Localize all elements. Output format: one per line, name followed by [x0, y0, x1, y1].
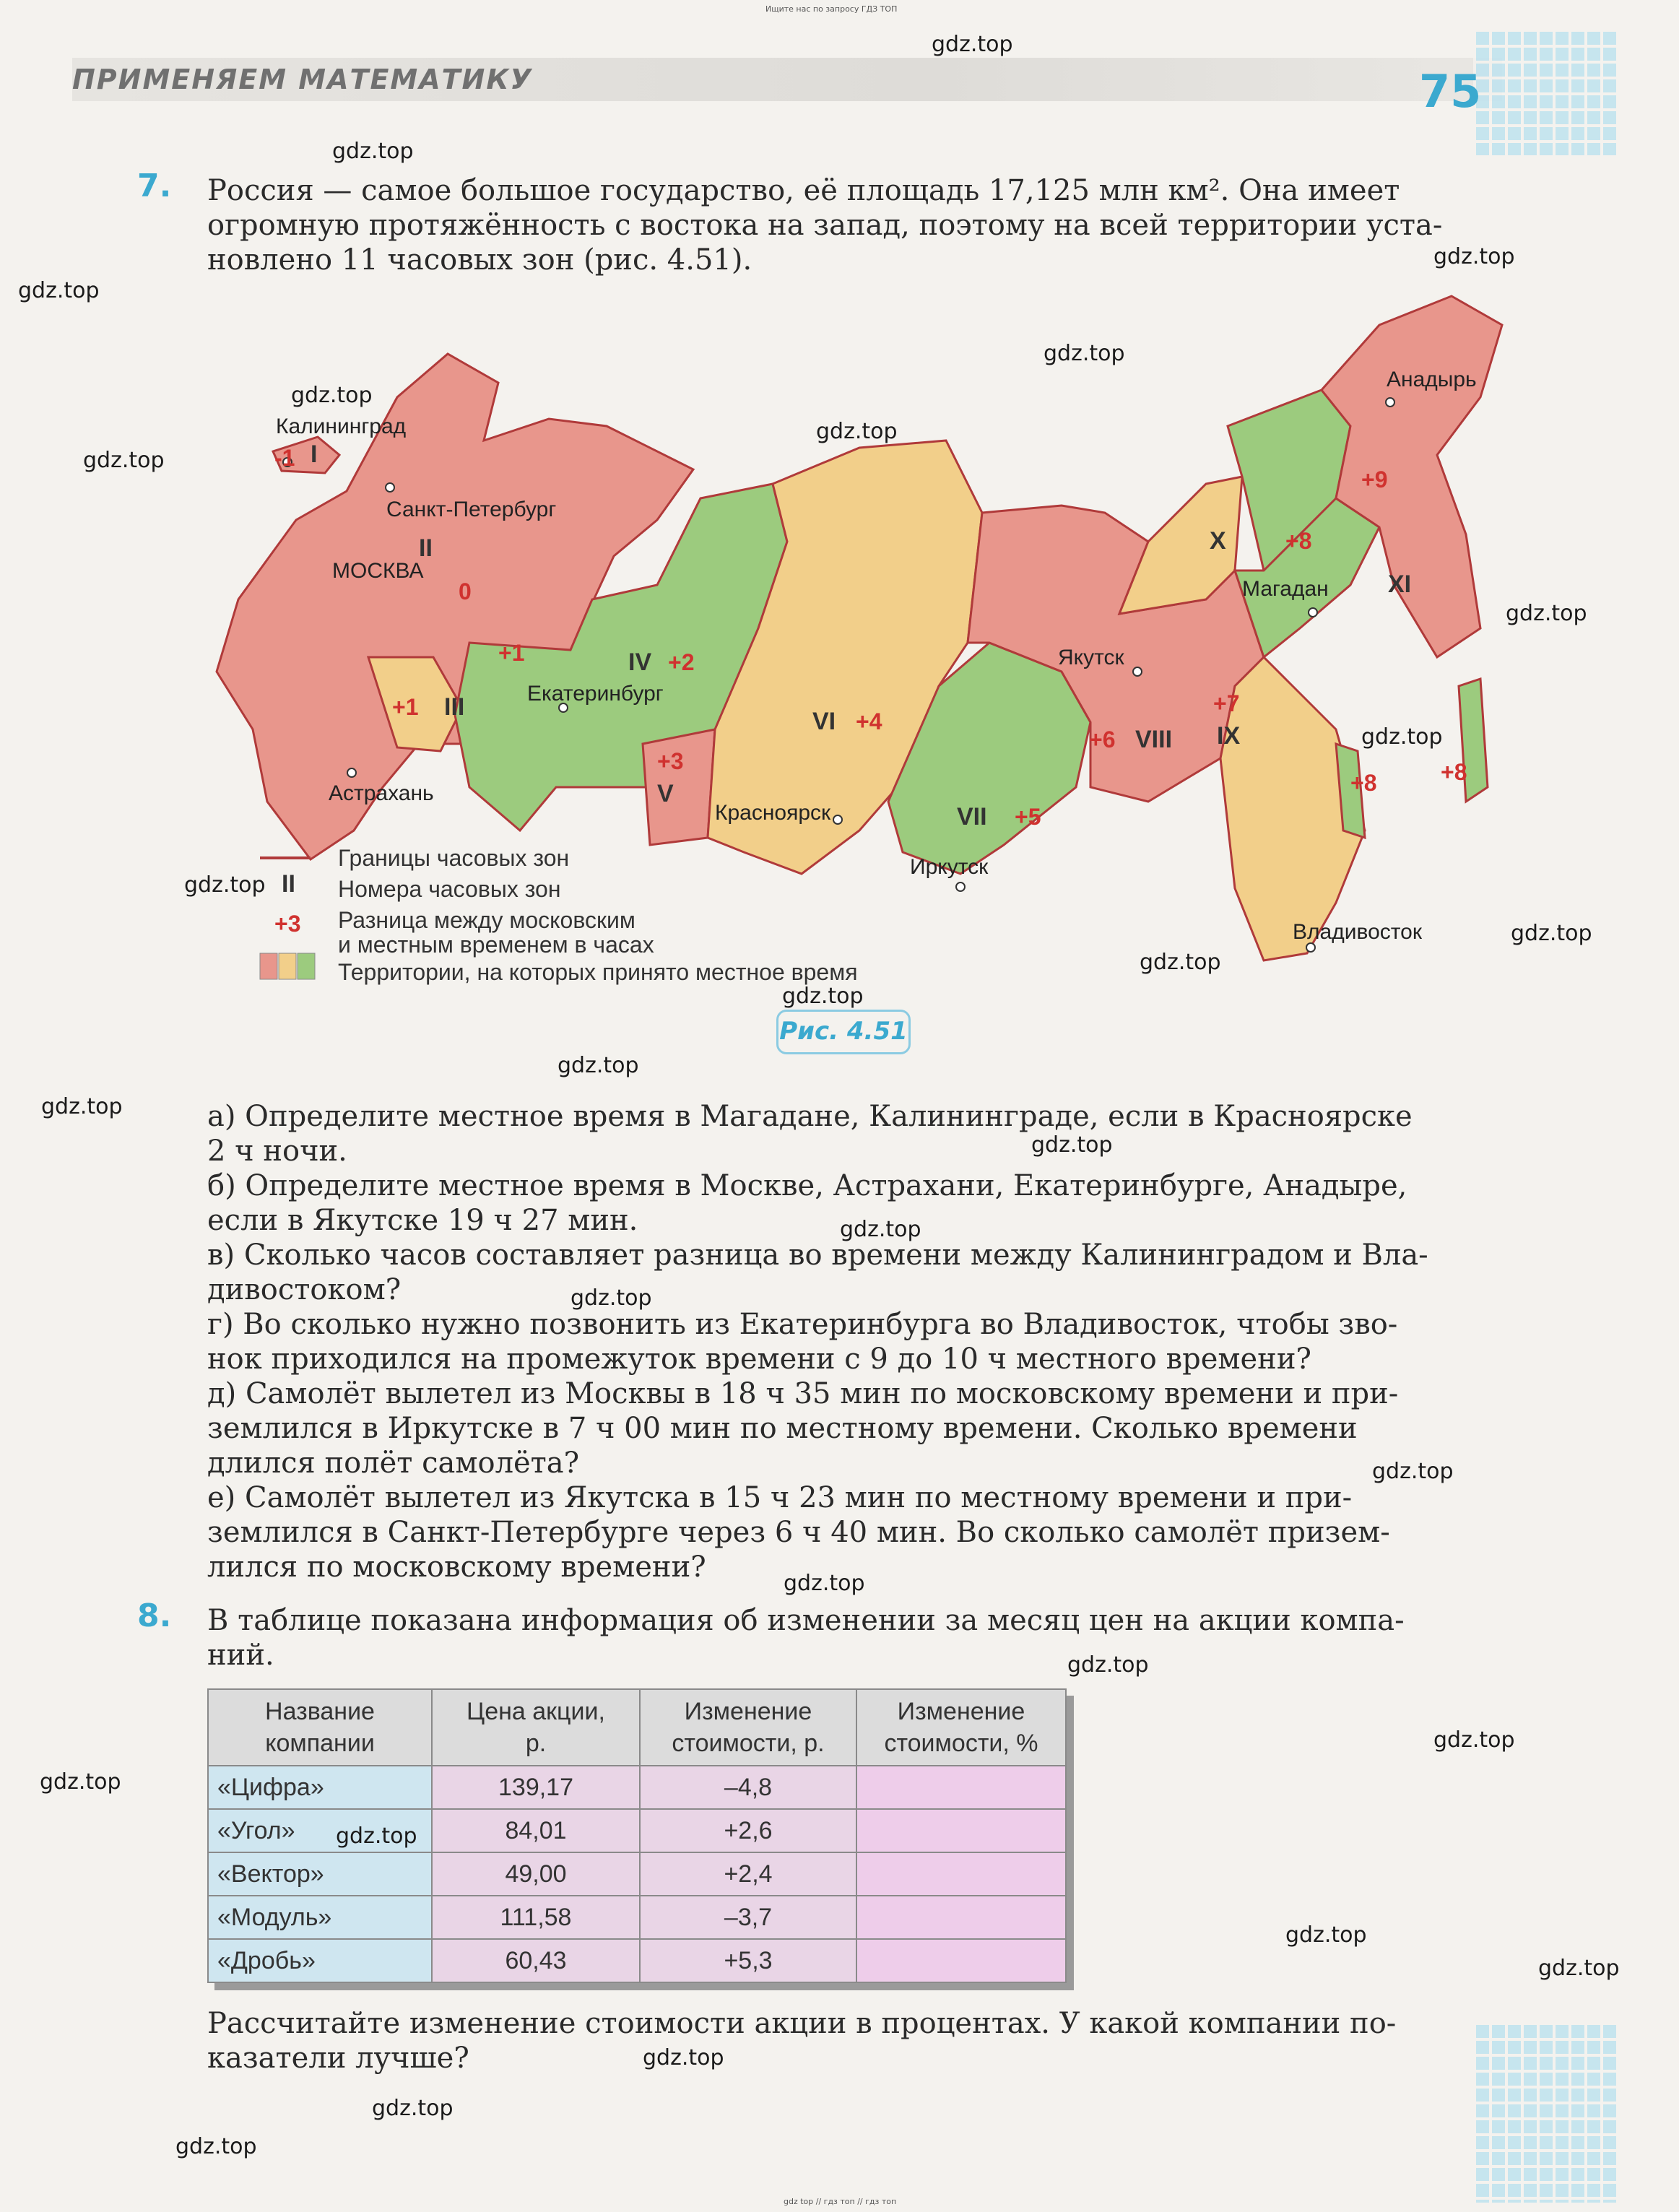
- zone-number: III: [444, 693, 465, 721]
- column-header: Изменение стоимости, %: [856, 1689, 1066, 1766]
- watermark: gdz.top: [558, 1053, 639, 1078]
- legend-swatch-green: [298, 953, 315, 979]
- offset-label: +1: [392, 694, 419, 720]
- city-label-spb: Санкт-Петербург: [386, 498, 557, 521]
- offset-label: +7: [1213, 690, 1240, 716]
- legend-zone-numbers-label: Номера часовых зон: [338, 876, 561, 902]
- task-8-text: [207, 1603, 1485, 1673]
- offset-label: 0: [459, 578, 472, 604]
- offset-label: +1: [498, 640, 525, 666]
- offset-label: +3: [657, 748, 684, 774]
- zone-number: VI: [812, 708, 836, 735]
- decorative-grid: [1473, 29, 1618, 155]
- table-cell: «Модуль»: [208, 1896, 432, 1939]
- table-cell: 60,43: [432, 1939, 640, 1982]
- page-number: 75: [1419, 65, 1482, 118]
- zone-number: VIII: [1135, 726, 1173, 753]
- table-row: [208, 1766, 1066, 1809]
- watermark: gdz.top: [175, 2134, 257, 2159]
- decorative-grid-bottom: [1473, 2022, 1618, 2203]
- table-cell: +5,3: [640, 1939, 856, 1982]
- bottom-note: gdz top // гдз топ // гдз топ: [784, 2197, 897, 2206]
- offset-label: +5: [1015, 804, 1041, 830]
- question-line: в) Сколько часов составляет разница во времени между Калининградом и Вла-: [207, 1239, 1428, 1272]
- watermark: gdz.top: [1140, 950, 1221, 975]
- offset-label: +8: [1441, 759, 1467, 785]
- offset-label: +8: [1350, 770, 1377, 796]
- table-row: [208, 1896, 1066, 1939]
- question-line: землился в Санкт-Петербурге через 6 ч 40 мин. Во сколько самолёт призем-: [207, 1516, 1390, 1549]
- table-cell-empty: [856, 1852, 1066, 1896]
- text-line: казатели лучше?: [207, 2042, 469, 2075]
- page-header-title: ПРИМЕНЯЕМ МАТЕМАТИКУ: [72, 64, 533, 95]
- watermark: gdz.top: [1372, 1459, 1454, 1484]
- column-header: Цена акции, р.: [432, 1689, 640, 1766]
- watermark: gdz.top: [816, 419, 898, 444]
- watermark: gdz.top: [83, 448, 165, 473]
- city-label-vladivostok: Владивосток: [1293, 920, 1422, 944]
- column-header: Изменение стоимости, р.: [640, 1689, 856, 1766]
- question-line: дивостоком?: [207, 1273, 402, 1306]
- table-cell: +2,6: [640, 1809, 856, 1852]
- question-line: д) Самолёт вылетел из Москвы в 18 ч 35 мин по московскому времени и при-: [207, 1377, 1399, 1410]
- table-cell-empty: [856, 1939, 1066, 1982]
- table-cell-empty: [856, 1809, 1066, 1852]
- watermark: gdz.top: [40, 1769, 121, 1795]
- city-label-moscow: МОСКВА: [332, 559, 424, 583]
- question-line: б) Определите местное время в Москве, Астрахани, Екатеринбурге, Анадыре,: [207, 1169, 1407, 1202]
- legend-difference-line2: и местным временем в часах: [338, 932, 654, 958]
- question-line: если в Якутске 19 ч 27 мин.: [207, 1204, 638, 1237]
- table-cell: «Цифра»: [208, 1766, 432, 1809]
- watermark: gdz.top: [1433, 244, 1515, 269]
- zone-region: [643, 729, 715, 845]
- zone-number: V: [657, 780, 674, 807]
- figure-caption: Рис. 4.51: [776, 1010, 911, 1054]
- watermark: gdz.top: [1433, 1727, 1515, 1753]
- offset-label: +9: [1361, 467, 1388, 493]
- task-8-question: [207, 2006, 1485, 2076]
- table-cell: 49,00: [432, 1852, 640, 1896]
- zone-number: II: [419, 534, 433, 562]
- watermark: gdz.top: [1031, 1132, 1113, 1158]
- zone-number: I: [311, 441, 318, 468]
- question-line: 2 ч ночи.: [207, 1135, 347, 1168]
- table-cell: –4,8: [640, 1766, 856, 1809]
- text-line: Россия — самое большое государство, её площадь 17,125 млн км². Она имеет: [207, 174, 1400, 207]
- text-line: новлено 11 часовых зон (рис. 4.51).: [207, 243, 752, 277]
- watermark: gdz.top: [840, 1217, 921, 1242]
- table-cell: «Дробь»: [208, 1939, 432, 1982]
- text-line: ний.: [207, 1639, 274, 1672]
- legend-zone-sample: II: [282, 870, 295, 898]
- map-legend: [260, 858, 315, 979]
- text-line: Рассчитайте изменение стоимости акции в процентах. У какой компании по-: [207, 2007, 1397, 2040]
- question-line: а) Определите местное время в Магадане, Калининграде, если в Красноярске: [207, 1100, 1413, 1133]
- table-cell: –3,7: [640, 1896, 856, 1939]
- watermark: gdz.top: [1285, 1922, 1367, 1948]
- offset-label: -1: [274, 445, 295, 471]
- watermark: gdz.top: [782, 984, 864, 1009]
- watermark: gdz.top: [1361, 724, 1443, 750]
- watermark: gdz.top: [18, 278, 100, 303]
- watermark: gdz.top: [1067, 1652, 1149, 1678]
- watermark: gdz.top: [643, 2045, 724, 2070]
- zone-number: IX: [1217, 722, 1241, 750]
- offset-label: +2: [668, 649, 695, 675]
- watermark: gdz.top: [1538, 1956, 1620, 1981]
- legend-swatch-pink: [260, 953, 277, 979]
- city-label-yekaterinburg: Екатеринбург: [527, 682, 664, 706]
- text-line: огромную протяжённость с востока на запад, поэтому на всей территории уста-: [207, 209, 1443, 242]
- offset-label: +6: [1089, 727, 1116, 752]
- task-7-text: [207, 173, 1485, 277]
- table-row: [208, 1852, 1066, 1896]
- zone-number: XI: [1388, 571, 1412, 598]
- offset-label: +4: [856, 708, 882, 734]
- watermark: gdz.top: [41, 1094, 123, 1119]
- watermark: gdz.top: [1506, 601, 1587, 626]
- text-line: В таблице показана информация об изменении за месяц цен на акции компа-: [207, 1604, 1405, 1637]
- zone-region: [1322, 296, 1502, 657]
- question-line: г) Во сколько нужно позвонить из Екатеринбурга во Владивосток, чтобы зво-: [207, 1308, 1398, 1341]
- legend-territories-label: Территории, на которых принято местное время: [338, 959, 858, 985]
- watermark: gdz.top: [184, 872, 266, 898]
- city-label-yakutsk: Якутск: [1058, 646, 1124, 669]
- city-label-anadyr: Анадырь: [1387, 368, 1477, 391]
- question-line: землился в Иркутске в 7 ч 00 мин по местному времени. Сколько времени: [207, 1412, 1358, 1445]
- table-header-row: [208, 1689, 1066, 1766]
- city-label-krasnoyarsk: Красноярск: [715, 801, 831, 825]
- watermark: gdz.top: [932, 32, 1013, 57]
- city-label-astrakhan: Астрахань: [329, 781, 434, 805]
- table-cell-empty: [856, 1766, 1066, 1809]
- legend-offset-sample: +3: [274, 911, 301, 937]
- watermark: gdz.top: [570, 1285, 652, 1311]
- watermark: gdz.top: [291, 383, 373, 408]
- table-row: [208, 1939, 1066, 1982]
- zone-number: IV: [628, 649, 652, 676]
- watermark: gdz.top: [784, 1571, 865, 1596]
- question-line: лился по московскому времени?: [207, 1550, 706, 1584]
- offset-label: +8: [1285, 528, 1312, 554]
- legend-difference-line1: Разница между московским: [338, 907, 635, 933]
- watermark: gdz.top: [336, 1823, 417, 1849]
- watermark: gdz.top: [1044, 341, 1125, 366]
- city-label-irkutsk: Иркутск: [910, 855, 989, 879]
- question-line: длился полёт самолёта?: [207, 1447, 580, 1480]
- question-line: нок приходился на промежуток времени с 9 до 10 ч местного времени?: [207, 1343, 1311, 1376]
- legend-swatch-yellow: [279, 953, 296, 979]
- table-cell: «Вектор»: [208, 1852, 432, 1896]
- zone-number: X: [1210, 527, 1226, 555]
- watermark: gdz.top: [1511, 921, 1592, 946]
- watermark: gdz.top: [372, 2096, 454, 2121]
- zone-number: VII: [957, 803, 987, 830]
- task-7-number: 7.: [137, 168, 172, 204]
- question-line: е) Самолёт вылетел из Якутска в 15 ч 23 мин по местному времени и при-: [207, 1481, 1353, 1514]
- city-label-magadan: Магадан: [1242, 577, 1329, 601]
- legend-borders-label: Границы часовых зон: [338, 845, 570, 871]
- watermark: gdz.top: [332, 139, 414, 164]
- table-cell: «Угол»: [208, 1809, 432, 1852]
- table-cell: 111,58: [432, 1896, 640, 1939]
- table-cell: 84,01: [432, 1809, 640, 1852]
- task-7-questions: [207, 1099, 1485, 1584]
- table-cell: 139,17: [432, 1766, 640, 1809]
- table-cell-empty: [856, 1896, 1066, 1939]
- column-header: Название компании: [208, 1689, 432, 1766]
- top-note: Ищите нас по запросу ГДЗ ТОП: [765, 4, 898, 14]
- table-cell: +2,4: [640, 1852, 856, 1896]
- city-label-kaliningrad: Калининград: [276, 415, 407, 438]
- task-8-number: 8.: [137, 1597, 172, 1634]
